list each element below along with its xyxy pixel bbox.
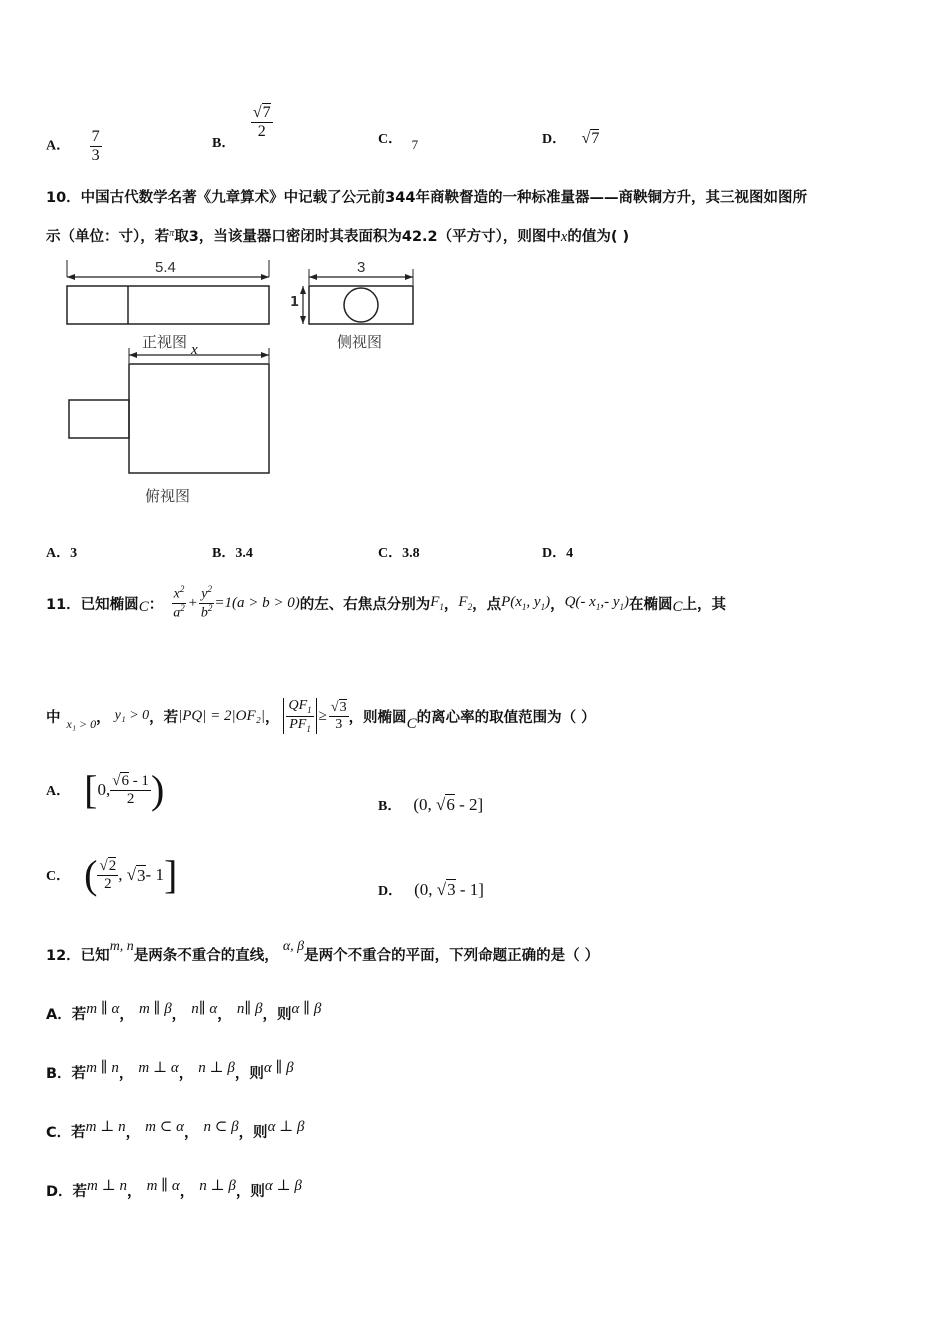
q11-prefix: 11．已知椭圆 <box>46 596 139 613</box>
q11-option-c-value: ( $\frac{√2}{2}$ , √ 3 - 1 ] <box>84 852 178 897</box>
q12-c-c3: n ⊂ β <box>203 1119 239 1135</box>
q12-a-c4: n∥ β <box>236 1001 263 1017</box>
q12-c-res: α ⊥ β <box>267 1119 305 1135</box>
q12-a-c1: m ∥ α <box>86 1001 120 1017</box>
q9-option-b-fraction: $\frac{√7}{2}$ <box>252 104 271 140</box>
q12-d-c3: n ⊥ β <box>199 1178 236 1194</box>
q9-option-d[interactable]: D． √7 <box>542 130 600 147</box>
q9-option-a[interactable] <box>46 128 102 164</box>
q12-a-c2: m ∥ β <box>138 1001 172 1017</box>
q11-l2-d: 的离心率的取值范围为（ ） <box>416 709 596 726</box>
height-dim-label: 1 <box>290 295 300 310</box>
three-view-figure <box>55 255 415 505</box>
q9-c-value: 7 <box>411 137 419 152</box>
q11-frac-x: $\frac{x^2}{a^2}$ <box>173 584 185 621</box>
q11-l2-c: ，则椭圆 <box>348 709 407 726</box>
q10-x: x <box>560 229 568 245</box>
q12-option-a[interactable]: A．若m ∥ α， m ∥ β， n∥ α， n∥ β，则α ∥ β <box>46 1001 322 1023</box>
q12-b-c1: m ∥ n <box>86 1060 119 1076</box>
q12-d-label: D．若 <box>46 1184 88 1200</box>
q12-ab: α, β <box>282 939 305 954</box>
q11-option-d[interactable] <box>378 880 484 900</box>
q12-prefix: 12．已知 <box>46 948 110 964</box>
q11-t3: 在椭圆 <box>628 596 673 613</box>
q11-F2: F <box>458 594 468 610</box>
q11-cond2: y₁ > 0 <box>114 708 150 723</box>
q11-option-b-value: (0, √6 - 2] <box>413 795 484 814</box>
q12-option-c[interactable]: C．若m ⊥ n， m ⊂ α， n ⊂ β，则α ⊥ β <box>46 1119 305 1141</box>
q11-F1: F <box>430 594 440 610</box>
side-view <box>300 269 413 324</box>
q9-option-d-label: D． <box>542 132 567 147</box>
q9-a-den: 3 <box>91 146 100 164</box>
q12-a-label: A．若 <box>46 1007 87 1023</box>
q11-option-c[interactable] <box>46 852 178 897</box>
top-dim-label: x <box>191 342 198 358</box>
q11-cond1: x₁ > 0 <box>66 716 97 731</box>
q12-d-c2: m ∥ α <box>146 1178 180 1194</box>
q12-t1: 是两条不重合的直线， <box>133 948 279 964</box>
q11-C: C <box>138 598 149 615</box>
q9-b-den: 2 <box>257 122 266 140</box>
q11-option-b[interactable] <box>378 795 483 815</box>
q12-option-b[interactable]: B．若m ∥ n， m ⊥ α， n ⊥ β，则α ∥ β <box>46 1060 294 1082</box>
q12-b-label: B．若 <box>46 1066 87 1082</box>
q11-ineq: ≥ <box>318 707 327 724</box>
q10-pi: π <box>169 228 175 239</box>
q11-t1: 的左、右焦点分别为 <box>299 596 431 613</box>
side-view-label: 侧视图 <box>337 333 383 351</box>
q10-line1: 10．中国古代数学名著《九章算术》中记载了公元前344年商鞅督造的一种标准量器——商鞅铜方升，其三视图如图所 <box>46 190 807 206</box>
q9-option-b[interactable] <box>212 104 273 152</box>
q12-c-c2: m ⊂ α <box>145 1119 184 1135</box>
q9-a-num: 7 <box>91 128 100 145</box>
q11-Q: Q(- x <box>564 594 596 610</box>
top-view <box>69 348 269 473</box>
q11-P: P(x <box>501 594 522 610</box>
front-dim-label: 5.4 <box>155 259 176 276</box>
front-view-label: 正视图 <box>142 333 188 351</box>
q12-d-c1: m ⊥ n <box>87 1178 127 1194</box>
q9-option-c[interactable] <box>378 128 419 152</box>
top-view-label: 俯视图 <box>145 487 191 505</box>
q11-t4: 上，其 <box>682 596 726 613</box>
q12-b-then: ，则 <box>234 1066 264 1082</box>
q11-ratio-abs: $\frac{QF_1}{PF_1}$ <box>283 698 316 734</box>
q9-option-a-label: A． <box>46 138 71 154</box>
q9-d-value: 7 <box>591 130 600 147</box>
q12-t2: 是两个不重合的平面，下列命题正确的是（ ） <box>304 948 600 964</box>
q12-b-c2: m ⊥ α <box>138 1060 179 1076</box>
side-dim-label: 3 <box>357 259 366 276</box>
q9-b-num: 7 <box>262 104 271 121</box>
q12-a-then: ，则 <box>262 1007 292 1023</box>
q12-b-res: α ∥ β <box>263 1060 294 1076</box>
q12-a-res: α ∥ β <box>291 1001 322 1017</box>
q12-mn: m, n <box>109 939 134 954</box>
q11-frac-y: $\frac{y^2}{b^2}$ <box>200 584 213 621</box>
q12-stem <box>46 939 600 965</box>
q9-option-c-label: C． <box>378 132 403 147</box>
q10-line2 <box>46 225 629 246</box>
q11-option-a-value: [ 0, $\frac{√6 - 1}{2}$ ) <box>84 767 165 812</box>
q11-t2: ，点 <box>472 596 502 613</box>
q12-b-c3: n ⊥ β <box>198 1060 235 1076</box>
q10-line2-a: 示（单位：寸），若 <box>46 229 170 245</box>
q12-a-c3: n∥ α <box>191 1001 218 1017</box>
q11-line2: 中 x₁ > 0 ， y₁ > 0 ，若 |PQ| = 2|OF₂| ， $\frac{QF_1}{PF_1}$ ≥ $\frac{√3}{3}$ ，则椭圆 C 的离心率的取值范围为（ ） <box>46 697 596 734</box>
q11-l2-b: ，若 <box>149 709 179 726</box>
q12-option-d[interactable]: D．若m ⊥ n， m ∥ α， n ⊥ β，则α ⊥ β <box>46 1178 302 1200</box>
q10-line2-b: 取3，当该量器口密闭时其表面积为42.2（平方寸），则图中 <box>174 229 561 245</box>
q12-d-res: α ⊥ β <box>264 1178 302 1194</box>
q11-option-a-label: A． <box>46 784 71 799</box>
q11-sqrt3-over-3: $\frac{√3}{3}$ <box>330 700 347 732</box>
q11-pq: |PQ| = 2|OF₂| <box>178 707 265 724</box>
q9-option-b-label: B． <box>212 136 236 152</box>
q10-option-a[interactable]: A．3 <box>46 546 78 561</box>
q10-line2-c: 的值为( ) <box>567 229 630 245</box>
q11-option-d-label: D． <box>378 884 403 899</box>
q12-c-label: C．若 <box>46 1125 86 1141</box>
q12-c-c1: m ⊥ n <box>85 1119 126 1135</box>
q9-option-a-fraction <box>90 128 102 164</box>
q12-d-then: ，则 <box>235 1184 265 1200</box>
q11-line1: 11．已知椭圆 C ： $\frac{x^2}{a^2}$ + $\frac{y^2}{b^2}$ =1(a > b > 0) 的左、右焦点分别为 $F_1$ ， $F_2$ ，点 $P(x_1$, $y_1$) ， Q(- $x_1,-$ $y_1$) 在椭圆 C 上，其 <box>46 584 726 621</box>
q12-c-then: ，则 <box>238 1125 268 1141</box>
q11-option-a[interactable] <box>46 767 165 812</box>
q11-option-b-label: B． <box>378 799 402 814</box>
q11-option-c-label: C． <box>46 869 71 884</box>
q10-option-b[interactable]: B．3.4 <box>212 546 253 561</box>
q10-option-c[interactable]: C．3.8 <box>378 546 420 561</box>
q11-option-d-value: (0, √3 - 1] <box>414 880 484 899</box>
q11-l2-a: 中 <box>46 709 61 726</box>
q10-option-d[interactable]: D．4 <box>542 546 574 561</box>
q11-colon: ： <box>148 596 164 613</box>
q11-eq-cond: =1(a > b > 0) <box>214 594 300 611</box>
